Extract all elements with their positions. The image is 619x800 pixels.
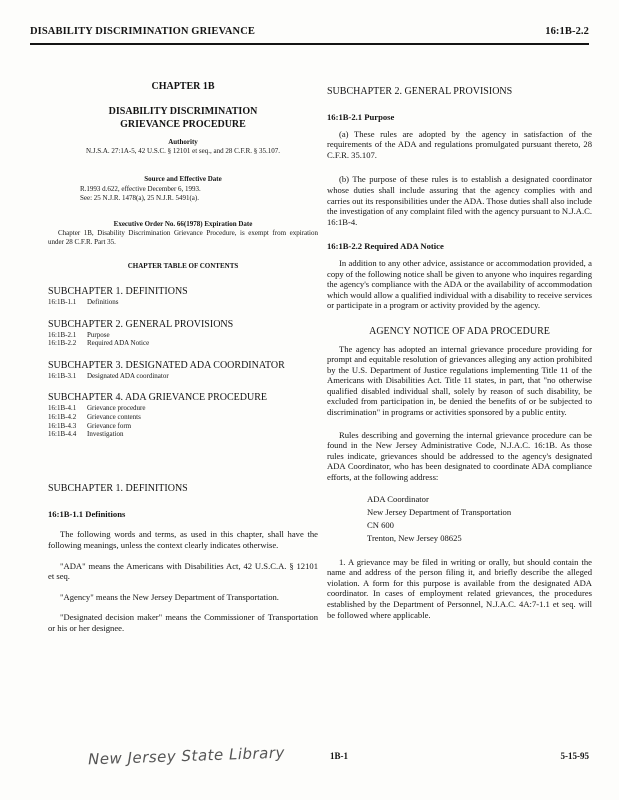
address-line: ADA Coordinator <box>367 493 429 504</box>
toc-entry-number: 16:1B-3.1 <box>48 371 77 380</box>
chapter-number: CHAPTER 1B <box>151 81 215 92</box>
definition-decision-maker: "Designated decision maker" means the Commissioner of Transportation or his or her designee. <box>48 612 318 633</box>
toc-entry-label: Purpose <box>87 330 110 339</box>
toc-entry <box>48 430 318 439</box>
section-2-1-b: (b) The purpose of these rules is to establish a designated coordinator whose duties shall include assuring that the agency complies with and carries out its responsibilities under the ADA. Those duties shall also include the investigation of any complaint filed with the agency pursuant to N.J.A.C. 16:1B-4. <box>327 174 592 227</box>
toc-entry-number: 16:1B-2.1 <box>48 330 77 339</box>
definition-ada: "ADA" means the Americans with Disabilities Act, 42 U.S.C.A. § 12101 et seq. <box>48 560 318 582</box>
toc-entry <box>48 339 318 348</box>
toc-entry-number: 16:1B-4.3 <box>48 421 77 430</box>
section-2-2-heading: 16:1B-2.2 Required ADA Notice <box>327 241 444 252</box>
toc-subchapter-1: SUBCHAPTER 1. DEFINITIONS <box>48 285 188 297</box>
page-number: 1B-1 <box>330 751 348 761</box>
library-stamp: New Jersey State Library <box>87 743 286 769</box>
section-2-1-a: (a) These rules are adopted by the agency in satisfaction of the requirements of the ADA and regulations promulgated pursuant thereto, 28 C.F.R. 35.107. <box>327 128 592 160</box>
authority-text: N.J.S.A. 27:1A-5, 42 U.S.C. § 12101 et seq., and 28 C.F.R. § 35.107. <box>85 147 281 156</box>
notice-paragraph-2: Rules describing and governing the internal grievance procedure can be found in the New Jersey Administrative Code, N.J.A.C. 16:1B. As those rules indicate, grievances should be addressed to the agency's designated ADA Coordinator, who has been designated to coordinate ADA compliance efforts, at the following address: <box>327 429 592 483</box>
left-column <box>48 62 318 633</box>
address-line: Trenton, New Jersey 08625 <box>367 532 462 543</box>
source-line-2: See: 25 N.J.R. 1478(a), 25 N.J.R. 5491(a). <box>80 193 199 202</box>
address-line: CN 600 <box>367 519 394 530</box>
source-line-1: R.1993 d.622, effective December 6, 1993. <box>80 184 201 193</box>
toc-entry-number: 16:1B-4.2 <box>48 412 77 421</box>
revision-date: 5-15-95 <box>560 751 589 761</box>
page-footer <box>30 743 589 787</box>
toc-entry-number: 16:1B-2.2 <box>48 339 77 348</box>
toc-entry-label: Grievance form <box>87 421 132 430</box>
toc-entry-number: 16:1B-1.1 <box>48 297 77 306</box>
notice-paragraph-1: The agency has adopted an internal grievance procedure providing for prompt and equitable resolution of grievances alleging any action prohibited by the U.S. Department of Justice regulations implementing Title 11 of the Americans with Disabilities Act. Title 11 states, in part, that "no otherwise qualified disabled individual shall, solely by reason of such disability, be excluded from participation in, be denied the benefits of or be subjected to discrimination" in programs or activities sponsored by a public entity. <box>327 343 592 418</box>
toc-entry <box>48 331 318 340</box>
notice-heading: AGENCY NOTICE OF ADA PROCEDURE <box>369 325 550 337</box>
source-heading: Source and Effective Date <box>144 175 222 184</box>
section-2-2-text: In addition to any other advice, assistance or accommodation provided, a copy of the following notice shall be given to anyone who inquires regarding the agency's compliance with the ADA or the availability of accommodation which would allow a qualified individual with a disability to receive services or participate in a program or activity provided by the agency. <box>327 257 592 311</box>
header-rule <box>30 43 589 45</box>
toc-heading: CHAPTER TABLE OF CONTENTS <box>127 262 239 271</box>
address-line: New Jersey Department of Transportation <box>367 506 512 517</box>
toc-entry <box>48 298 318 307</box>
toc-entry-label: Required ADA Notice <box>87 339 150 348</box>
toc-subchapter-4: SUBCHAPTER 4. ADA GRIEVANCE PROCEDURE <box>48 392 268 404</box>
toc-subchapter-2: SUBCHAPTER 2. GENERAL PROVISIONS <box>48 318 234 330</box>
toc-entry-number: 16:1B-4.4 <box>48 430 77 439</box>
toc-entry-label: Grievance contents <box>87 412 141 421</box>
coordinator-address <box>367 493 592 545</box>
table-of-contents <box>48 286 318 439</box>
toc-subchapter-3: SUBCHAPTER 3. DESIGNATED ADA COORDINATOR <box>48 359 285 371</box>
section-1-1-intro: The following words and terms, as used in this chapter, shall have the following meanings, unless the context clearly indicates otherwise. <box>48 529 318 550</box>
toc-entry <box>48 422 318 431</box>
subchapter-1-title: SUBCHAPTER 1. DEFINITIONS <box>48 482 188 494</box>
toc-entry-label: Definitions <box>87 297 119 306</box>
running-header <box>30 26 589 42</box>
definition-agency: "Agency" means the New Jersey Department of Transportation. <box>60 591 279 602</box>
exec-order-text: Chapter 1B, Disability Discrimination Grievance Procedure, is exempt from expiration under 28 C.F.R. Part 35. <box>48 229 318 247</box>
toc-entry-number: 16:1B-4.1 <box>48 404 77 413</box>
section-2-1-heading: 16:1B-2.1 Purpose <box>327 112 395 122</box>
toc-entry-label: Investigation <box>87 430 124 439</box>
toc-entry-label: Grievance procedure <box>87 404 146 413</box>
chapter-title-line-2: GRIEVANCE PROCEDURE <box>120 118 246 130</box>
notice-paragraph-3: 1. A grievance may be filed in writing or orally, but should contain the name and address of the person filing it, and briefly describe the alleged violation. A form for this purpose is available from the designated ADA coordinator. In cases of employment related grievances, the procedures established by the Department of Personnel, N.J.A.C. 4A:7-1.1 et seq. will be followed where applicable. <box>327 556 592 620</box>
toc-entry-label: Designated ADA coordinator <box>87 371 169 380</box>
authority-heading: Authority <box>168 137 198 146</box>
right-column <box>327 62 592 620</box>
toc-entry <box>48 404 318 413</box>
chapter-title <box>48 105 318 131</box>
exec-order-heading: Executive Order No. 66(1978) Expiration Date <box>113 219 253 228</box>
header-section: 16:1B-2.2 <box>545 26 589 37</box>
toc-entry <box>48 372 318 381</box>
subchapter-2-title: SUBCHAPTER 2. GENERAL PROVISIONS <box>327 86 513 97</box>
chapter-title-line-1: DISABILITY DISCRIMINATION <box>108 105 258 117</box>
header-title: DISABILITY DISCRIMINATION GRIEVANCE <box>30 26 256 37</box>
toc-entry <box>48 413 318 422</box>
section-1-1-heading: 16:1B-1.1 Definitions <box>48 508 126 519</box>
